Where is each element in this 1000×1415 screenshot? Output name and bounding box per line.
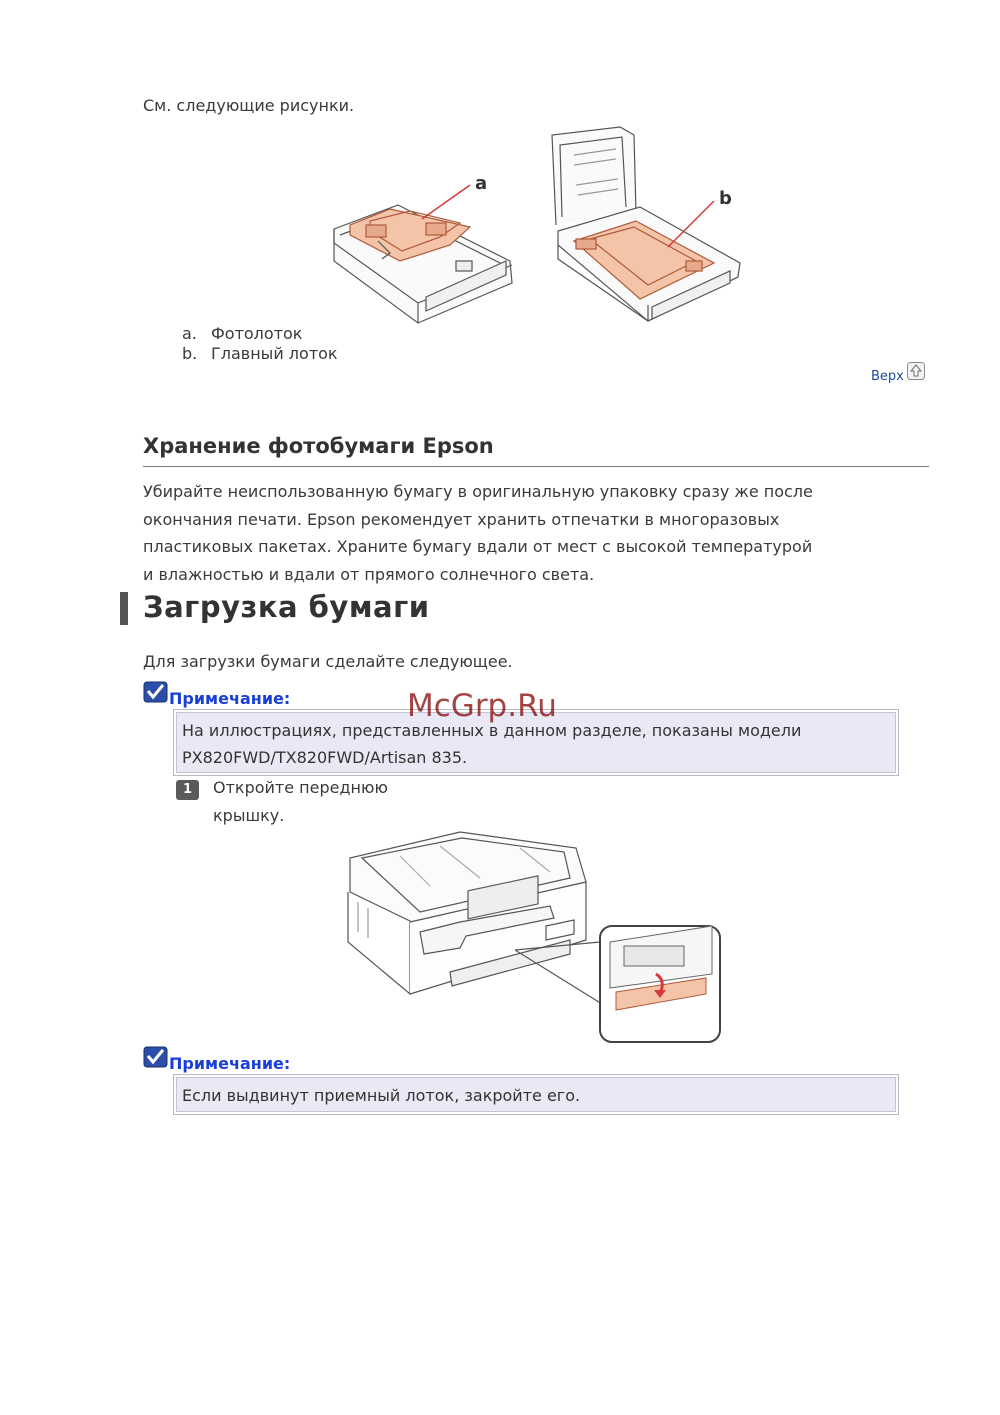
note-line: PX820FWD/TX820FWD/Artisan 835. [182, 748, 468, 767]
storage-line: и влажностью и вдали от прямого солнечного света. [143, 564, 595, 584]
step-text [213, 774, 388, 829]
note-box [173, 1074, 899, 1115]
photo-tray-illustration [334, 205, 512, 323]
step-number-badge: 1 [176, 780, 199, 800]
storage-line: Убирайте неиспользованную бумагу в оригинальную упаковку сразу же после [143, 482, 813, 501]
storage-heading: Хранение фотобумаги Epson [143, 434, 494, 458]
storage-line: окончания печати. Epson рекомендует хранить отпечатки в многоразовых [143, 509, 780, 529]
legend-item-a-marker: a. [182, 324, 197, 343]
watermark: McGrp.Ru [407, 688, 557, 724]
arrow-up-icon[interactable] [907, 362, 925, 380]
note-label: Примечание: [169, 1054, 291, 1073]
back-to-top-link[interactable]: Верх [871, 369, 904, 384]
paper-trays-figure [330, 125, 750, 330]
legend-item-b-text: Главный лоток [211, 344, 338, 363]
intro-text: См. следующие рисунки. [143, 96, 355, 115]
checkmark-icon [143, 681, 168, 703]
figure-label-b: b [719, 188, 732, 209]
loading-intro: Для загрузки бумаги сделайте следующее. [143, 652, 513, 671]
printer-figure [340, 822, 725, 1044]
note-text: Если выдвинут приемный лоток, закройте его. [182, 1086, 581, 1105]
note-line: На иллюстрациях, представленных в данном разделе, показаны модели [182, 721, 802, 740]
figure-label-a: a [475, 173, 488, 194]
legend-item-a-text: Фотолоток [211, 324, 303, 343]
legend-item-b-marker: b. [182, 344, 198, 363]
loading-heading: Загрузка бумаги [143, 590, 430, 624]
front-cover-zoom-inset [600, 926, 720, 1042]
step-line: крышку. [213, 805, 285, 825]
storage-line: пластиковых пакетах. Храните бумагу вдали от мест с высокой температурой [143, 537, 813, 556]
storage-paragraph [143, 478, 943, 588]
note-label: Примечание: [169, 689, 291, 708]
step-line: Откройте переднюю [213, 778, 388, 797]
printer-illustration [348, 832, 586, 994]
main-tray-illustration [552, 127, 740, 321]
section-heading-bar [120, 592, 128, 625]
storage-heading-rule [143, 466, 929, 467]
callout-line-a [422, 185, 470, 219]
checkmark-icon [143, 1046, 168, 1068]
